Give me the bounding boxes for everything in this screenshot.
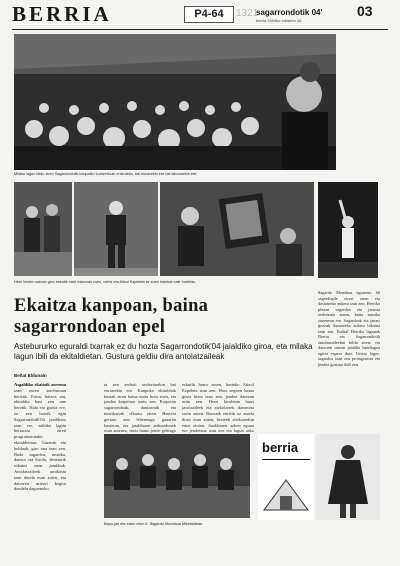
crowd-caption: Milaka lagun bildu ziren Sagarrondotik kanpaiko kontzertuak entzuteko, bai euriarekin ere bai lainoarekin ere. [14,172,198,176]
faint-code: 1321 [236,8,259,19]
logo-rule [262,459,310,460]
column-1-text: izan zuten asteburuan herriak. Euria, haizea eta, ekitaldia hasi zen une beretik. Hala eta guztiz ere, ez zen hotzik egin Sagarrondotik'04 jaialdian; izan ere, milaka lagun bertaratu ziren programatutako ekitaldietara. Gazteak eta helduak, giro ona izan zen. Bada sagardoa, musika, dantza eta kirola, denetarik eskaini zuen jaialdiak. Antolatzaileek arrakasta izan dutela esan zuten, eta datorren urteari begira daudela dagoeneko. [14,387,66,492]
lead-phrase: Asgaldiko ekaitzik zorrena [14,382,66,387]
masthead: BERRIA [12,2,112,26]
strip-caption: Herri kirolen saioan gizo eskutik harri eskuratu zuen, nahiz eta Aitzol Ezpeleta ez zuen hainbat zale hurbildu. [14,280,197,284]
promo-box [258,434,314,520]
dancer-photo [316,434,380,520]
bottom-caption: Bapo-jan eta edan ziren II. Sagardo Mondaua Mikelaldean. [104,522,204,526]
singer-photo [318,182,378,278]
text-column-4: Sagardo Mondaua egunean, 60 sagardogile etorri ziren eta dastatzeko aukera izan zen. Herriko plazan sagardoa eta janaria zerbitzatu zuten, baita musika zuzenean ere. Sagardoak eta janari gozoak dastatzeko aukera bikaina izan zen. Euskal Herriko lagunak Berria eta Sagarrondotik antolatzaileekin bildu ziren; eta datorren urtean jaialdia handiagoa egitea espero dute. Urtero legez, sagardoa izan zen protagonista eta jendea gustura ibili zen. [318,290,380,367]
article-standfirst: Astebururko eguraldi txarrak ez du hozta Sagarrondotik'04 jaialdiko giroa, eta milaka lagun ibili da ekitaldietan. Gustura geldiu dira antolatzaileak [14,342,313,361]
crowd-photo [14,34,336,170]
article-headline: Ekaitza kanpoan, baina sagarrondoan epel [14,296,209,337]
berria-logo: berria [262,440,299,455]
page-number: 03 [357,3,373,19]
dining-photo [104,434,250,518]
text-column-1 [14,382,66,562]
text-column-2: ta zen zerbait ondoriarekin bai euriarekin ere. Kanpoko ekitaldiak hasiak ziren baina euria bota zuen, eta jendea karpetara sartu zen. Karpetan sagarrondoak, dantzariak eta musikariak elkartu ziren. Hasiera gertatu zen lehenengo gauaren hasieran, eta jaialdiaren arduradunek esan zutenez, inoiz baino jende gehiago [104,382,176,434]
archive-stamp: P4-64 [184,6,234,23]
strip-photo-1 [14,182,72,276]
tent-graphic [258,464,314,514]
text-column-3: eskutik hartu zuten, hasteko Aitzol Ezpeleta izan zen. Hotz zegoen baina giroa bizia izan zen; jendea dantzan aritu zen. Herri kiroletan harri jasotzaileek eta aizkolariek ikusmina sortu zuten. Batzuek euririk ez zutela ikusi esan zuten, besteek aterkiarekin eutsi zioten. Jaialdiaren azken eguna ere jendetsua izan zen eta lagun asko [182,382,254,434]
section-title: sagarrondotik 04' [256,8,323,17]
issue-meta: berria 2004ko irailaren 16 [256,18,302,23]
header-rule [12,29,388,30]
strip-photo-3 [160,182,314,276]
byline: Beñat Eldunain [14,373,47,378]
strip-photo-2 [74,182,158,276]
